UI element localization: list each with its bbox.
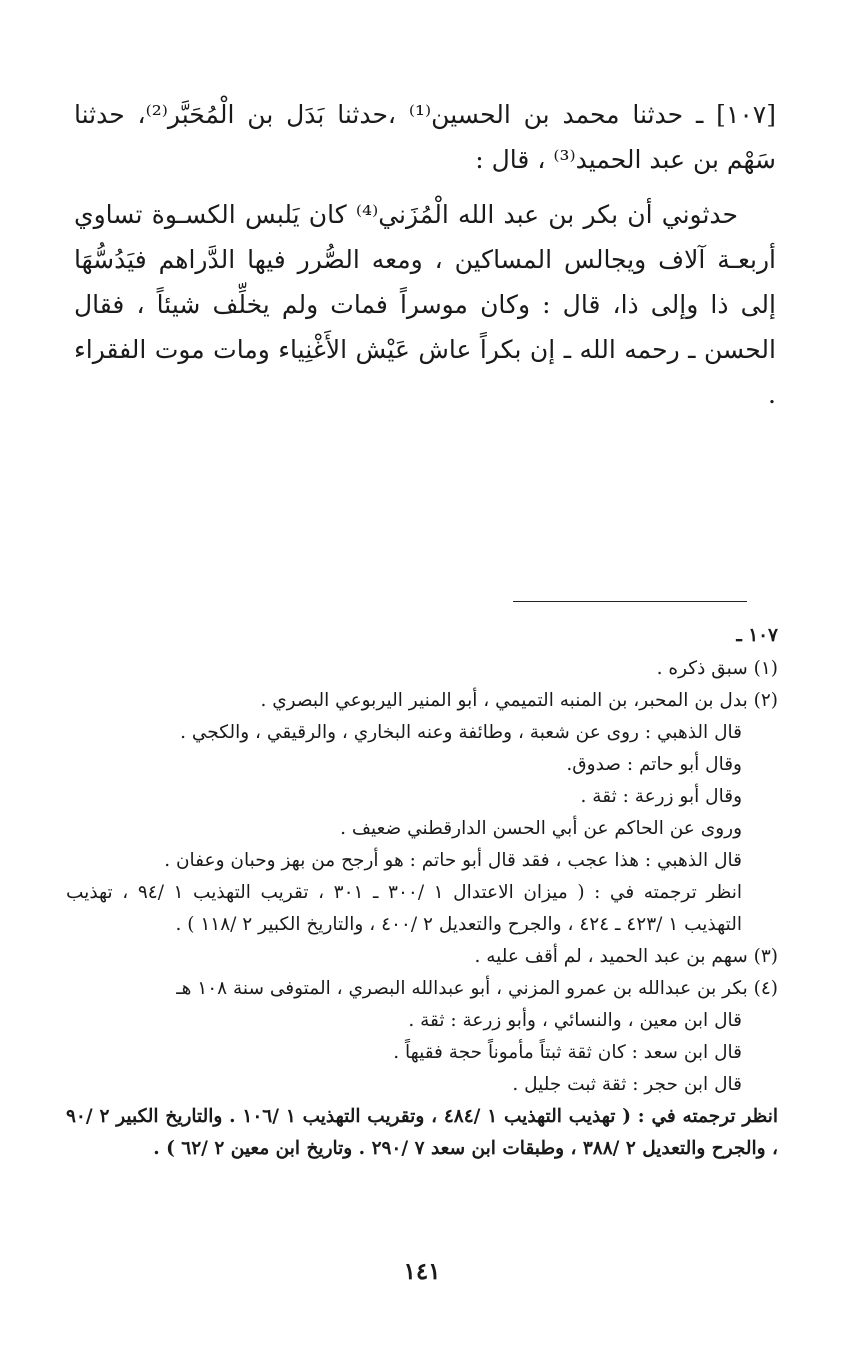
hadith-body: حدثوني أن بكر بن عبد الله الْمُزَني⁽⁴⁾ كان يَلبس الكسـوة تساوي أربعـة آلاف ويجالس المساكين ، ومعه الصُّرر فيها الدَّراهم فيَدُسُّهَا إلى ذا وإلى ذا، قال : وكان موسراً فمات ولم يخلِّف شيئاً ، فقال الحسن ـ رحمه الله ـ إن بكراً عاش عَيْش الأَغْنِياء ومات موت الفقراء . — [74, 200, 776, 409]
main-text — [74, 92, 776, 417]
footnote-1: (١) سبق ذكره . — [656, 658, 778, 679]
footnote-2-abu-zura: وقال أبو زرعة : ثقة . — [580, 786, 742, 807]
footnote-2-daraqutni: وروى عن الحاكم عن أبي الحسن الدارقطني ضعيف . — [340, 818, 742, 839]
footnote-4: (٤) بكر بن عبدالله بن عمرو المزني ، أبو عبدالله البصري ، المتوفى سنة ١٠٨ هـ — [176, 978, 778, 999]
footnote-4-ibn-sad: قال ابن سعد : كان ثقة ثبتاً مأموناً حجة فقيهاً . — [393, 1042, 742, 1063]
footnote-4-references: انظر ترجمته في : ( تهذيب التهذيب ١ /٤٨٤ ، وتقريب التهذيب ١ /١٠٦ . والتاريخ الكبير ٢ /٩٠ ، والجرح والتعديل ٢ /٣٨٨ ، وطبقات ابن سعد ٧ /٢٩٠ . وتاريخ ابن معين ٢ /٦٢ ) . — [66, 1106, 779, 1159]
footnote-4-ibn-hajar: قال ابن حجر : ثقة ثبت جليل . — [512, 1074, 742, 1095]
footnote-2: (٢) بدل بن المحبر، بن المنبه التميمي ، أبو المنير اليربوعي البصري . — [260, 690, 778, 711]
footnote-3: (٣) سهم بن عبد الحميد ، لم أقف عليه . — [474, 946, 778, 967]
footnote-separator — [513, 601, 747, 602]
footnote-2-references: انظر ترجمته في : ( ميزان الاعتدال ١ /٣٠٠ ـ ٣٠١ ، تقريب التهذيب ١ /٩٤ ، تهذيب التهذيب ١ /٤٢٣ ـ ٤٢٤ ، والجرح والتعديل ٢ /٤٠٠ ، والتاريخ الكبير ٢ /١١٨ ) . — [66, 882, 742, 935]
footnote-2-abu-hatim: وقال أبو حاتم : صدوق. — [566, 754, 742, 775]
footnote-heading: ١٠٧ ـ — [736, 625, 778, 646]
hadith-isnad: [١٠٧] ـ حدثنا محمد بن الحسين⁽¹⁾ ،حدثنا بَدَل بن الْمُحَبَّر⁽²⁾، حدثنا سَهْم بن عبد الحميد⁽³⁾ ، قال : — [74, 100, 776, 174]
footnote-2-dhahabi: قال الذهبي : روى عن شعبة ، وطائفة وعنه البخاري ، والرقيقي ، والكجي . — [180, 722, 742, 743]
footnotes — [66, 620, 778, 1165]
page-number: ١٤١ — [403, 1258, 441, 1285]
footnote-4-ibn-main: قال ابن معين ، والنسائي ، وأبو زرعة : ثقة . — [408, 1010, 742, 1031]
footnote-2-dhahabi-comment: قال الذهبي : هذا عجب ، فقد قال أبو حاتم : هو أرجح من بهز وحبان وعفان . — [164, 850, 742, 871]
